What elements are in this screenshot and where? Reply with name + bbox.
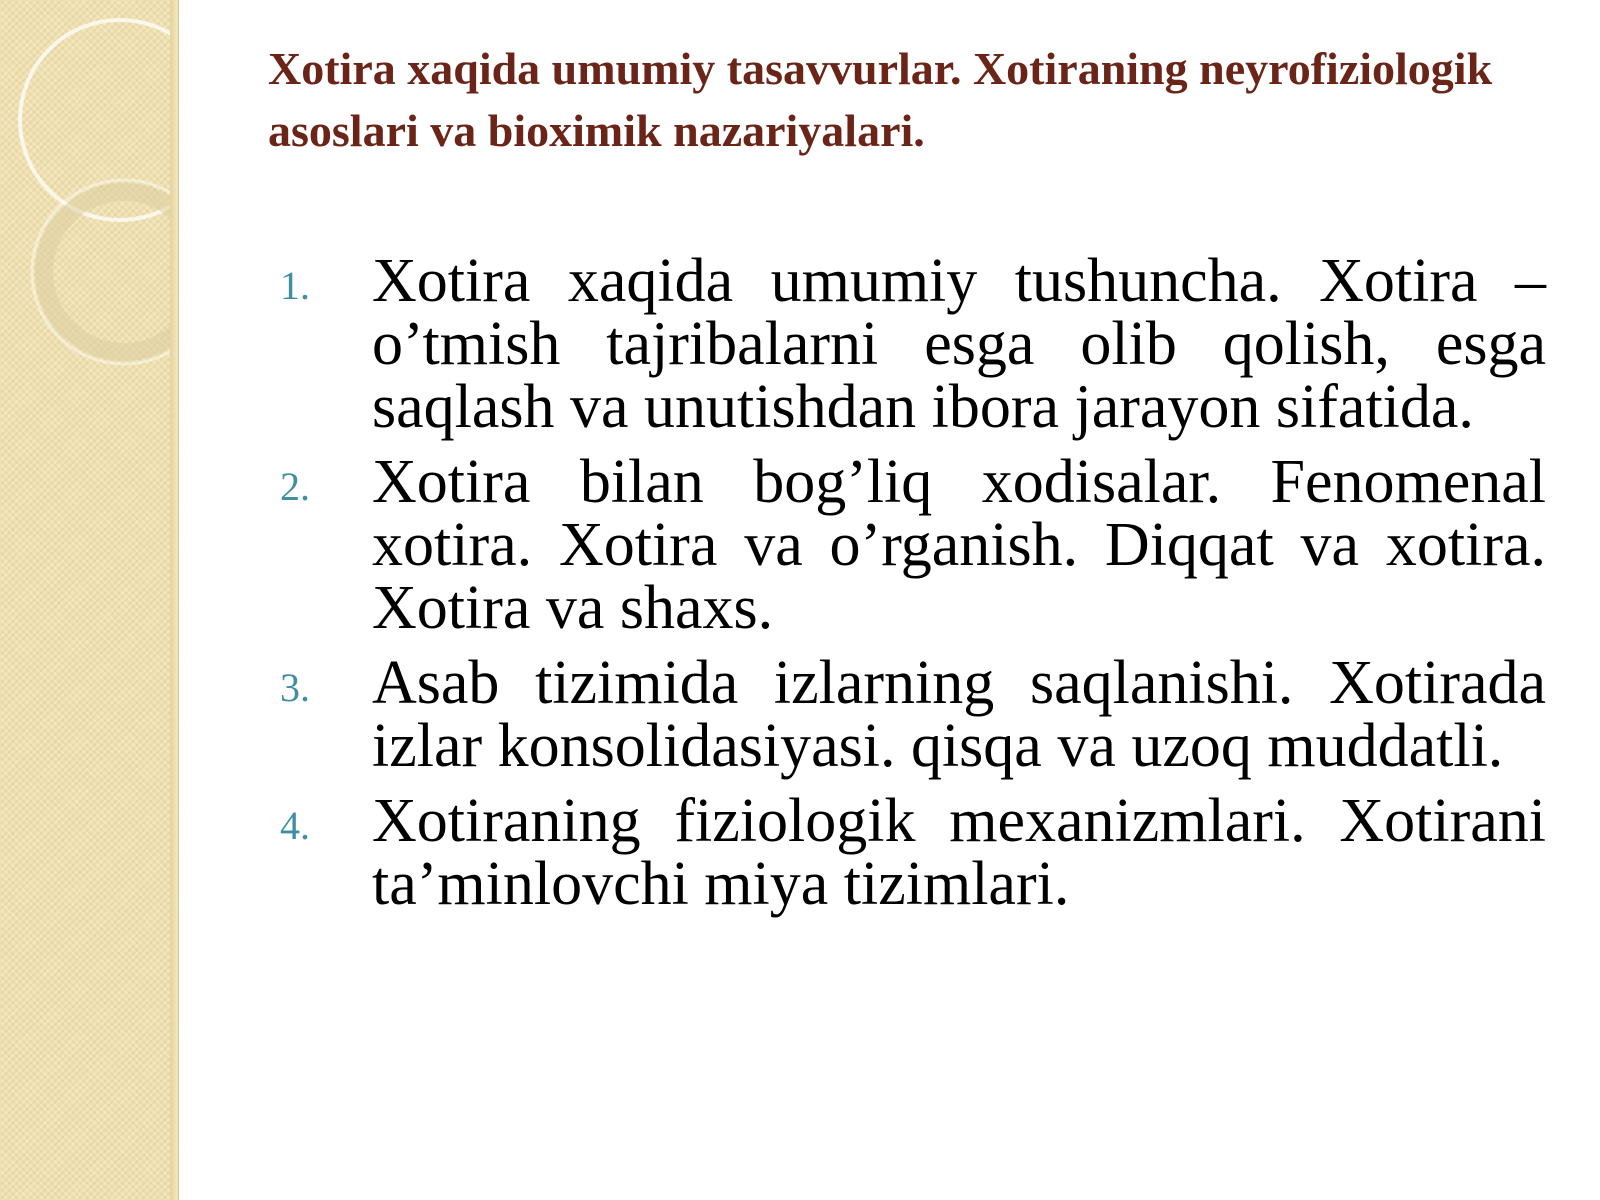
list-item <box>278 787 1546 918</box>
item-number: 2. <box>280 464 310 509</box>
item-text: Asab tizimida izlarning saqlanishi. Xotirada izlar konsolidasiyasi. qisqa va uzoq muddatli. <box>372 649 1546 780</box>
item-number: 3. <box>280 665 310 710</box>
item-text: Xotiraning fiziologik mexanizmlari. Xotirani ta’minlovchi miya tizimlari. <box>372 787 1546 918</box>
item-number: 1. <box>280 263 310 308</box>
item-text: Xotira bilan bog’liq xodisalar. Fenomenal xotira. Xotira va o’rganish. Diqqat va xotira. Xotira va shaxs. <box>372 448 1546 642</box>
list-item <box>278 247 1546 441</box>
content-list <box>278 247 1546 928</box>
item-number: 4. <box>280 803 310 848</box>
item-text: Xotira xaqida umumiy tushuncha. Xotira – o’tmish tajribalarni esga olib qolish, esga saqlash va unutishdan ibora jarayon sifatida. <box>372 247 1546 441</box>
list-item <box>278 448 1546 642</box>
slide-title: Xotira xaqida umumiy tasavvurlar. Xotiraning neyrofiziologik asoslari va bioximik nazariyalari. <box>268 43 1493 156</box>
side-panel-edge <box>170 0 178 1200</box>
decorative-rings <box>0 0 178 420</box>
decorative-side-panel <box>0 0 179 1200</box>
list-item <box>278 649 1546 780</box>
